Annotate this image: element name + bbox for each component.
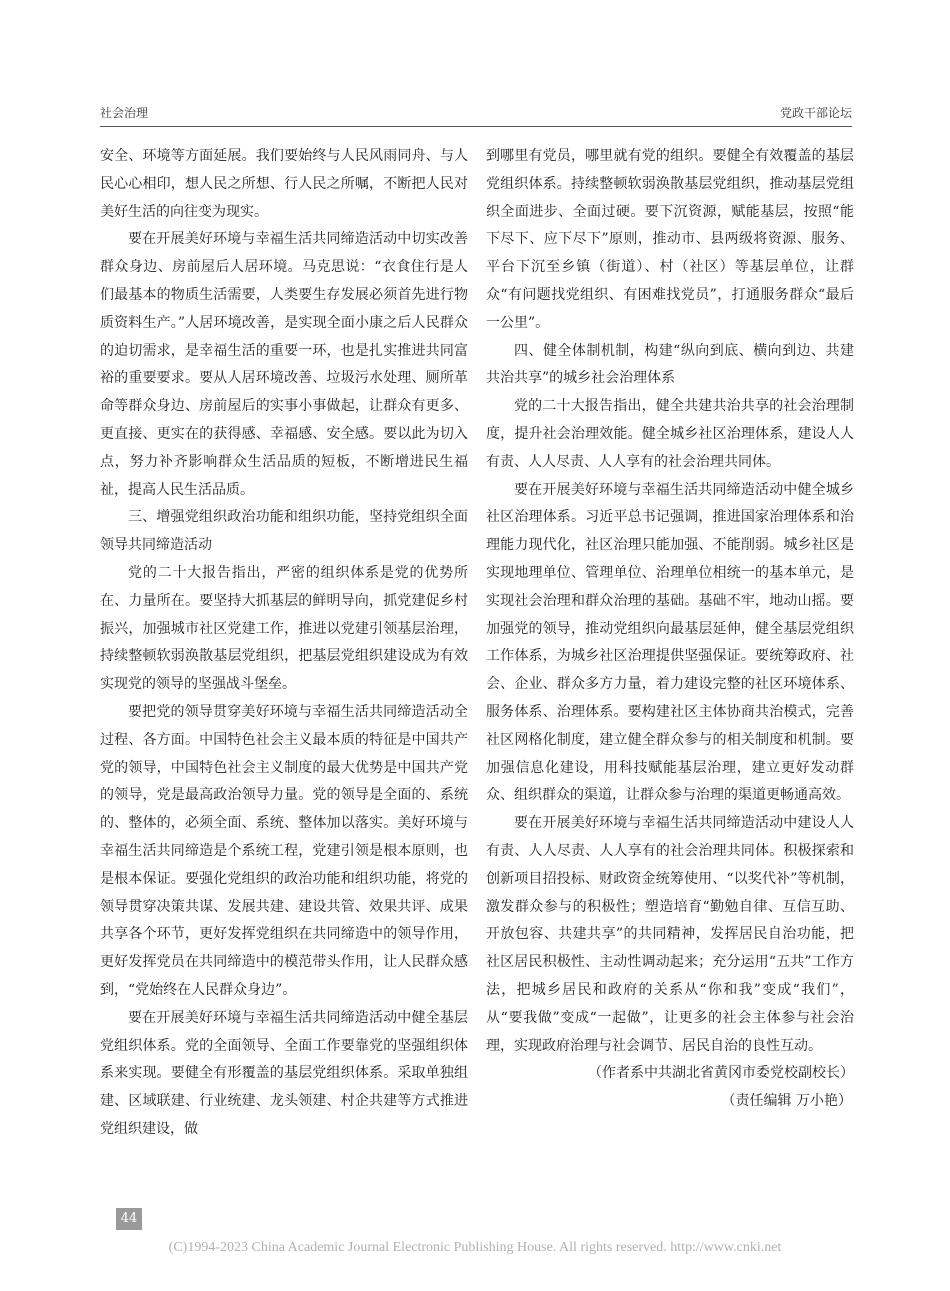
page-number: 44	[116, 1208, 142, 1230]
running-header	[100, 104, 852, 127]
right-column	[486, 143, 854, 1116]
paragraph: 到哪里有党员，哪里就有党的组织。要健全有效覆盖的基层党组织体系。持续整顿软弱涣散基层党组织，推动基层党组织全面进步、全面过硬。要下沉资源，赋能基层，按照“能下尽下、应下尽下”原则，推动市、县两级将资源、服务、平台下沉至乡镇（街道）、村（社区）等基层单位，让群众“有问题找党组织、有困难找党员”，打通服务群众“最后一公里”。	[486, 148, 854, 331]
paragraph: 要在开展美好环境与幸福生活共同缔造活动中健全基层党组织体系。党的全面领导、全面工作要靠党的坚强组织体系来实现。要健全有形覆盖的基层党组织体系。采取单独组建、区域联建、行业统建、龙头领建、村企共建等方式推进党组织建设，做	[100, 1009, 468, 1137]
paragraph: 要在开展美好环境与幸福生活共同缔造活动中切实改善群众身边、房前屋后人居环境。马克思说：“衣食住行是人们最基本的物质生活需要，人类要生存发展必须首先进行物质资料生产。”人居环境改善，是实现全面小康之后人民群众的迫切需求，是幸福生活的重要一环，也是扎实推进共同富裕的重要要求。要从人居环境改善、垃圾污水处理、厕所革命等群众身边、房前屋后的实事小事做起，让群众有更多、更直接、更实在的获得感、幸福感、安全感。要以此为切入点，努力补齐影响群众生活品质的短板，不断增进民生福祉，提高人民生活品质。	[100, 231, 468, 498]
section-heading: 四、健全体制机制，构建“纵向到底、横向到边、共建共治共享”的城乡社会治理体系	[486, 342, 854, 387]
section-label: 社会治理	[100, 106, 149, 120]
paragraph: 党的二十大报告指出，健全共建共治共享的社会治理制度，提升社会治理效能。健全城乡社区治理体系，建设人人有责、人人尽责、人人享有的社会治理共同体。	[486, 398, 854, 470]
paragraph: 安全、环境等方面延展。我们要始终与人民风雨同舟、与人民心心相印，想人民之所想、行人民之所嘱，不断把人民对美好生活的向往变为现实。	[100, 148, 468, 220]
paragraph: 要把党的领导贯穿美好环境与幸福生活共同缔造活动全过程、各方面。中国特色社会主义最本质的特征是中国共产党的领导，中国特色社会主义制度的最大优势是中国共产党的领导，党是最高政治领导力量。党的领导是全面的、系统的、整体的，必须全面、系统、整体加以落实。美好环境与幸福生活共同缔造是个系统工程，党建引领是根本原则，也是根本保证。要强化党组织的政治功能和组织功能，将党的领导贯穿决策共谋、发展共建、建设共管、效果共评、成果共享各个环节，更好发挥党组织在共同缔造中的领导作用，更好发挥党员在共同缔造中的模范带头作用，让人民群众感到，“党始终在人民群众身边”。	[100, 703, 468, 998]
left-column	[100, 143, 468, 1144]
editor-note: （责任编辑 万小艳）	[721, 1093, 852, 1110]
author-note: （作者系中共湖北省黄冈市委党校副校长）	[588, 1065, 854, 1082]
journal-name: 党政干部论坛	[779, 106, 852, 120]
copyright-footer: (C)1994-2023 China Academic Journal Electronic Publishing House. All rights reserved. http://www.cnki.net	[168, 1240, 782, 1255]
paragraph: 要在开展美好环境与幸福生活共同缔造活动中建设人人有责、人人尽责、人人享有的社会治理共同体。积极探索和创新项目招投标、财政资金统筹使用、“以奖代补”等机制，激发群众参与的积极性；塑造培育“勤勉自律、互信互助、开放包容、共建共享”的共同精神，发挥居民自治功能，把社区居民积极性、主动性调动起来；充分运用“五共”工作方法，把城乡居民和政府的关系从“你和我”变成“我们”，从“要我做”变成“一起做”，让更多的社会主体参与社会治理，实现政府治理与社会调节、居民自治的良性互动。	[486, 815, 854, 1054]
section-heading: 三、增强党组织政治功能和组织功能，坚持党组织全面领导共同缔造活动	[100, 509, 468, 554]
paragraph: 要在开展美好环境与幸福生活共同缔造活动中健全城乡社区治理体系。习近平总书记强调，推进国家治理体系和治理能力现代化，社区治理只能加强、不能削弱。城乡社区是实现地理单位、管理单位、治理单位相统一的基本单元，是实现社会治理和群众治理的基础。基础不牢，地动山摇。要加强党的领导，推动党组织向最基层延伸，健全基层党组织工作体系，为城乡社区治理提供坚强保证。要统筹政府、社会、企业、群众多方力量，着力建设完整的社区环境体系、服务体系、治理体系。要构建社区主体协商共治模式，完善社区网格化制度，建立健全群众参与的相关制度和机制。要加强信息化建设，用科技赋能基层治理，建立更好发动群众、组织群众的渠道，让群众参与治理的渠道更畅通高效。	[486, 481, 854, 804]
paragraph: 党的二十大报告指出，严密的组织体系是党的优势所在、力量所在。要坚持大抓基层的鲜明导向，抓党建促乡村振兴，加强城市社区党建工作，推进以党建引领基层治理，持续整顿软弱涣散基层党组织，把基层党组织建设成为有效实现党的领导的坚强战斗堡垒。	[100, 564, 468, 693]
